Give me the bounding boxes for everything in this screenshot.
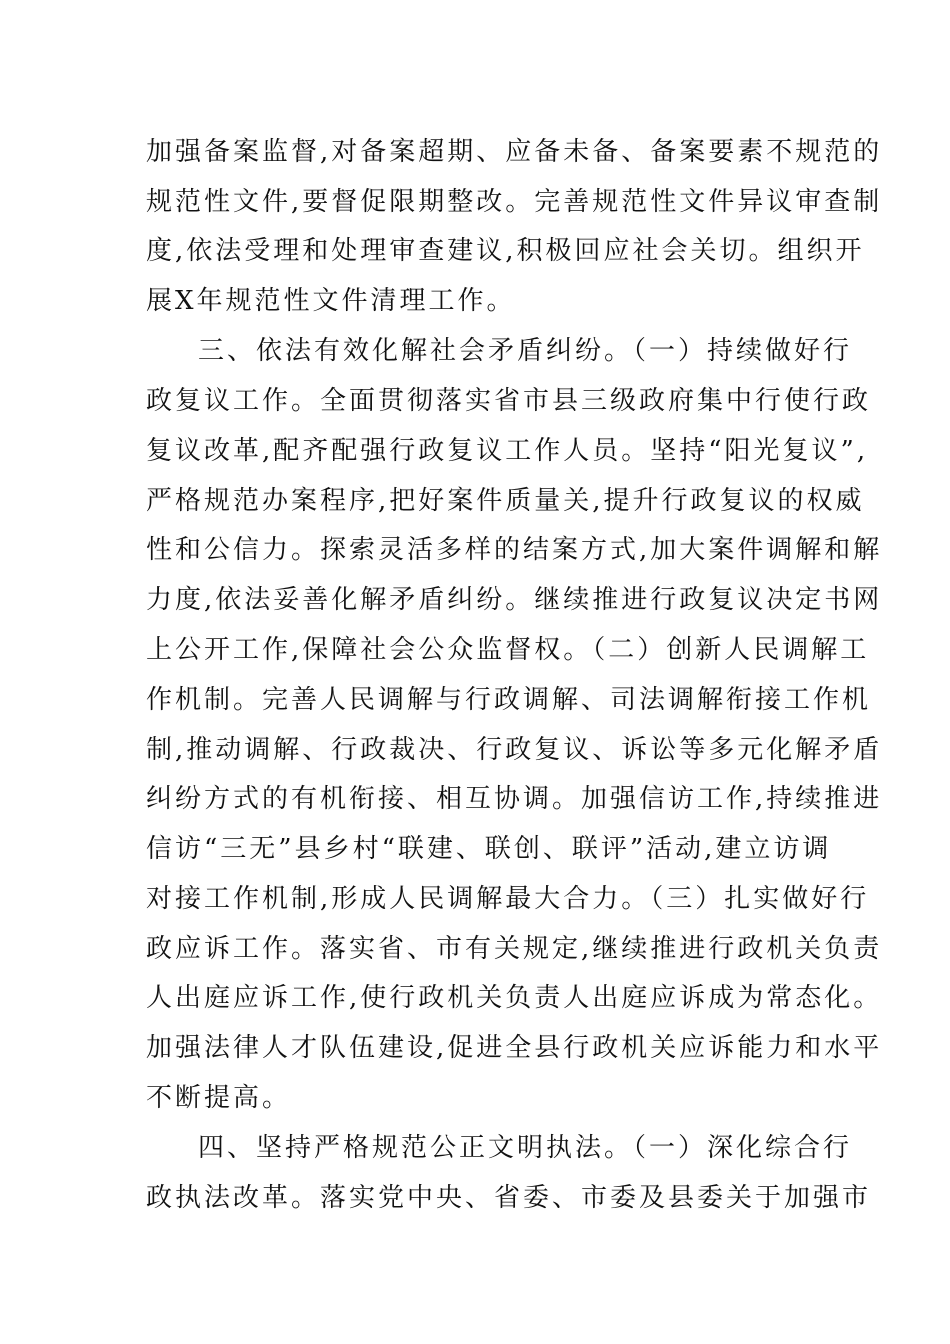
paragraph-line: 纠纷方式的有机衔接、相互协调。加强信访工作,持续推进	[146, 784, 883, 814]
paragraph-line: 上公开工作,保障社会公众监督权。（二）创新人民调解工	[146, 635, 870, 665]
paragraph-line: 对接工作机制,形成人民调解最大合力。（三）扎实做好行	[146, 884, 870, 914]
paragraph-line: 复议改革,配齐配强行政复议工作人员。坚持“阳光复议”,	[146, 436, 869, 466]
paragraph-line: 力度,依法妥善化解矛盾纠纷。继续推进行政复议决定书网	[146, 585, 883, 615]
paragraph-line: 政执法改革。落实党中央、省委、市委及县委关于加强市	[146, 1183, 872, 1213]
paragraph-line: 人出庭应诉工作,使行政机关负责人出庭应诉成为常态化。	[146, 983, 883, 1013]
paragraph-line: 严格规范办案程序,把好案件质量关,提升行政复议的权威	[146, 486, 865, 516]
paragraph-line: 政复议工作。全面贯彻落实省市县三级政府集中行使行政	[146, 386, 872, 416]
paragraph-line: 三、依法有效化解社会矛盾纠纷。（一）持续做好行	[198, 336, 853, 366]
paragraph-line: 度,依法受理和处理审查建议,积极回应社会关切。组织开	[146, 236, 865, 266]
paragraph-line: 制,推动调解、行政裁决、行政复议、诉讼等多元化解矛盾	[146, 735, 883, 765]
paragraph-line: 性和公信力。探索灵活多样的结案方式,加大案件调解和解	[146, 535, 883, 565]
paragraph-line: 规范性文件,要督促限期整改。完善规范性文件异议审查制	[146, 187, 883, 217]
paragraph-line: 信访“三无”县乡村“联建、联创、联评”活动,建立访调	[146, 834, 832, 864]
paragraph-line: 政应诉工作。落实省、市有关规定,继续推进行政机关负责	[146, 934, 883, 964]
paragraph-line: 加强备案监督,对备案超期、应备未备、备案要素不规范的	[146, 137, 883, 167]
paragraph-line: 加强法律人才队伍建设,促进全县行政机关应诉能力和水平	[146, 1033, 883, 1063]
paragraph-line: 四、坚持严格规范公正文明执法。（一）深化综合行	[198, 1133, 853, 1163]
paragraph-line: 不断提高。	[146, 1083, 292, 1113]
paragraph-line: 展X年规范性文件清理工作。	[146, 286, 516, 316]
paragraph-line: 作机制。完善人民调解与行政调解、司法调解衔接工作机	[146, 685, 872, 715]
